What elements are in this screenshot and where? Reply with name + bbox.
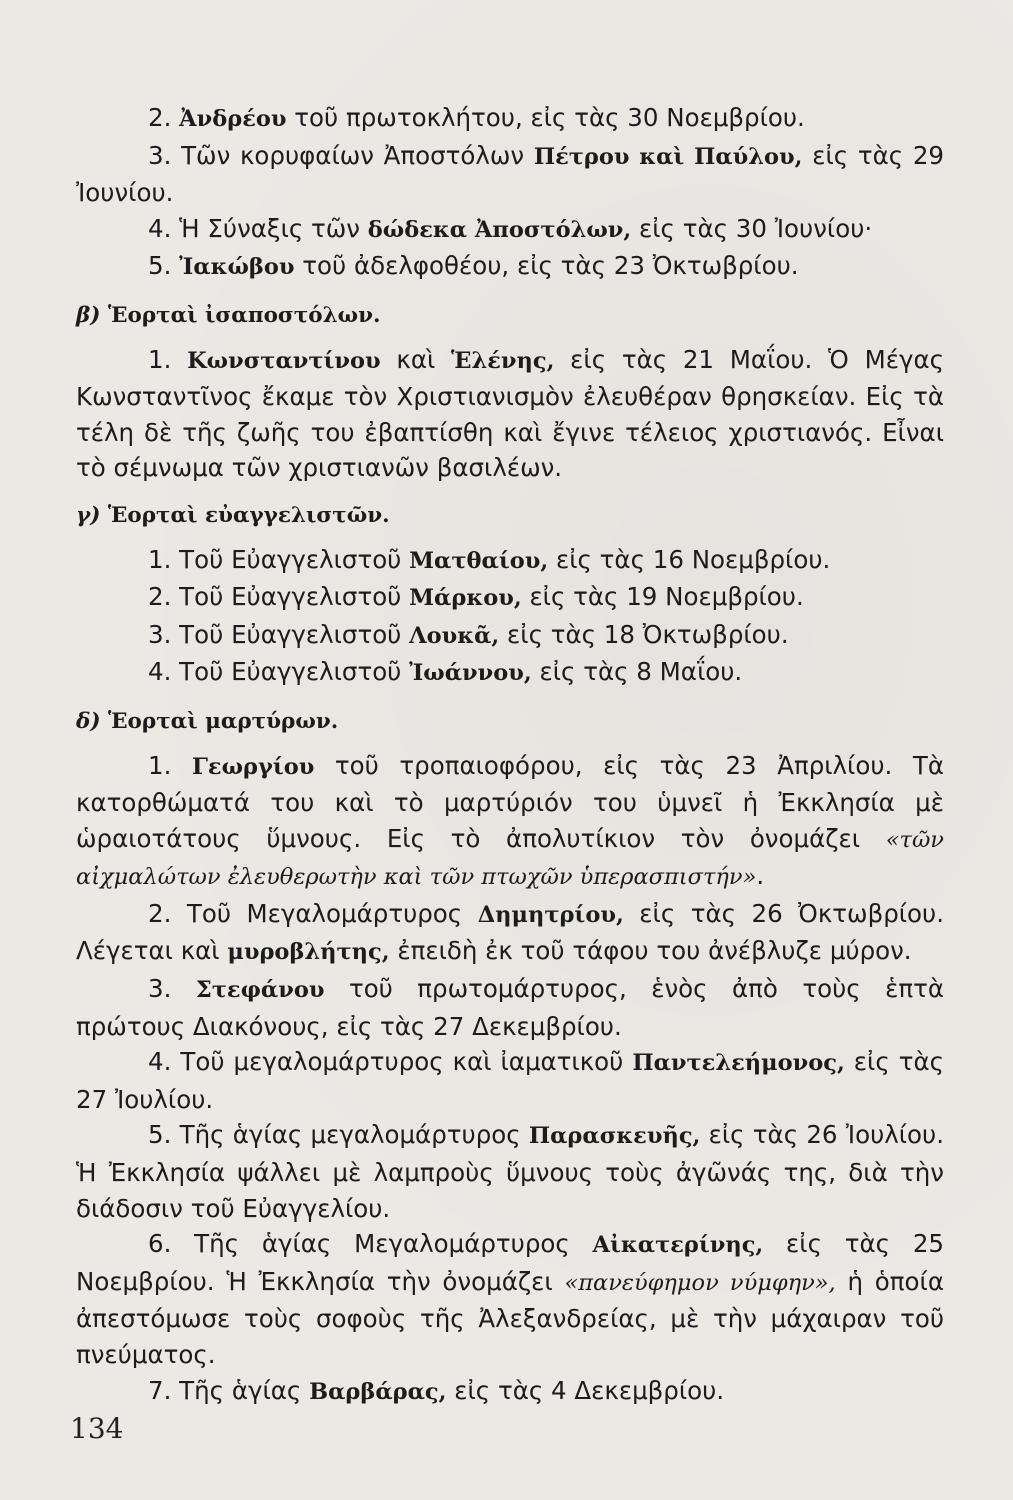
text-run: εἰς τὰς 25 Νοεμβρίου. Ἡ Ἐκκλησία τὴν ὀνομάζει — [76, 1229, 944, 1296]
text-run: 5. Τῆς ἁγίας μεγαλομάρτυρος — [148, 1120, 529, 1150]
list-entry — [76, 1117, 944, 1226]
text-run: 2. Τοῦ Εὐαγγελιστοῦ — [148, 582, 410, 612]
text-run: τοῦ τροπαιοφόρου, εἰς τὰς 23 Ἀπριλίου. Τὰ κατορθώματά του καὶ τὸ μαρτύριόν του ὑμνεῖ ἡ Ἐκκλησία μὲ ὡραιοτάτους ὕμνους. Εἰς τὸ ἀπολυτίκιον τὸν ὀνομάζει — [76, 750, 944, 853]
list-entry — [76, 748, 944, 896]
text-run: 4. Ἡ Σύναξις τῶν — [148, 213, 368, 243]
text-run: εἰς τὰς 26 Ὀκτωβρίου. Λέγεται καὶ — [76, 898, 945, 966]
bold-name: Βαρβάρας, — [309, 1378, 447, 1405]
bold-name: Μάρκου, — [409, 585, 522, 612]
section-label: γ) — [76, 502, 101, 528]
text-run: καὶ — [380, 344, 452, 374]
text-run: . — [756, 861, 765, 891]
section-title: Ἑορταὶ ἰσαποστόλων. — [107, 302, 381, 328]
list-entry — [76, 542, 944, 580]
section-label: β) — [76, 302, 101, 328]
text-run: ἐπειδὴ ἐκ τοῦ τάφου του ἀνέβλυζε μύρον. — [389, 936, 912, 966]
page-number: 134 — [70, 1412, 124, 1445]
text-run: εἰς τὰς 4 Δεκεμβρίου. — [446, 1375, 725, 1405]
bold-name: μυροβλήτης, — [227, 939, 390, 966]
text-run: εἰς τὰς 18 Ὀκτωβρίου. — [499, 619, 789, 649]
text-run: 4. Τοῦ Εὐαγγελιστοῦ — [148, 657, 410, 687]
list-entry — [76, 654, 944, 692]
list-entry — [76, 1044, 944, 1117]
list-entry — [76, 617, 944, 655]
text-run: 4. Τοῦ μεγαλομάρτυρος καὶ ἰαματικοῦ — [148, 1047, 633, 1077]
text-run: 3. Τῶν κορυφαίων Ἀποστόλων — [148, 140, 534, 170]
section-heading — [76, 498, 944, 534]
list-entry — [76, 342, 944, 486]
text-run: 3. — [148, 974, 196, 1004]
bold-name: Κωνσταντίνου — [187, 347, 381, 374]
text-run: ἡ ὁποία ἀπεστόμωσε τοὺς σοφοὺς τῆς Ἀλεξανδρείας, μὲ τὴν μάχαιραν τοῦ πνεύματος. — [76, 1266, 944, 1369]
text-run: εἰς τὰς 8 Μαΐου. — [531, 657, 743, 687]
bold-name: δώδεκα Ἀποστόλων, — [367, 216, 632, 243]
bold-name: Ἰωάννου, — [409, 660, 532, 687]
bold-name: Γεωργίου — [191, 753, 315, 780]
text-run: 2. Τοῦ Μεγαλομάρτυρος — [148, 898, 478, 928]
text-run: εἰς τὰς 29 Ἰουνίου. — [76, 140, 944, 208]
text-run: εἰς τὰς 27 Ἰουλίου. — [76, 1047, 944, 1114]
text-run: 2. — [148, 103, 180, 132]
text-run: 7. Τῆς ἁγίας — [148, 1375, 310, 1405]
section-label: δ) — [76, 708, 101, 734]
bold-name: Ματθαίου, — [409, 547, 549, 574]
bold-name: Πέτρου καὶ Παύλου, — [533, 143, 803, 170]
italic-quote: «τῶν αἰχμαλώτων ἐλευθερωτὴν καὶ τῶν πτωχῶν ὑπερασπιστήν» — [76, 826, 944, 891]
text-run: 6. Τῆς ἁγίας Μεγαλομάρτυρος — [148, 1229, 593, 1259]
bold-name: Ἀνδρέου — [179, 106, 287, 132]
list-entry — [76, 1226, 944, 1372]
bold-name: Λουκᾶ, — [409, 622, 500, 649]
list-entry — [76, 248, 944, 286]
section-heading — [76, 704, 944, 740]
text-run: τοῦ πρωτομάρτυρος, ἑνὸς ἀπὸ τοὺς ἑπτὰ πρώτους Διακόνους, εἰς τὰς 27 Δεκεμβρίου. — [76, 974, 944, 1041]
list-entry — [76, 896, 944, 971]
italic-quote: «πανεύφημον νύμφην», — [564, 1269, 836, 1296]
text-run: 1. — [148, 750, 192, 780]
text-run: τοῦ ἀδελφοθέου, εἰς τὰς 23 Ὀκτωβρίου. — [294, 251, 799, 281]
text-run: εἰς τὰς 26 Ἰουλίου. Ἡ Ἐκκλησία ψάλλει μὲ λαμπροὺς ὕμνους τοὺς ἀγῶνάς της, διὰ τὴν διάδοσιν τοῦ Εὐαγγελίου. — [76, 1120, 944, 1223]
text-run: εἰς τὰς 16 Νοεμβρίου. — [548, 544, 831, 574]
bold-name: Παντελεήμονος, — [632, 1050, 845, 1077]
list-entry — [76, 579, 944, 617]
text-run: 3. Τοῦ Εὐαγγελιστοῦ — [148, 619, 410, 649]
list-entry — [76, 211, 944, 249]
list-entry — [76, 138, 944, 211]
text-run: εἰς τὰς 19 Νοεμβρίου. — [521, 582, 804, 612]
text-run: 1. — [148, 344, 188, 374]
list-entry — [76, 971, 944, 1044]
section-title: Ἑορταὶ μαρτύρων. — [108, 708, 339, 734]
bold-name: Δημητρίου, — [477, 901, 624, 928]
section-heading — [76, 298, 944, 334]
list-entry — [76, 1373, 944, 1411]
bold-name: Ἑλένης, — [451, 347, 555, 374]
text-run: 1. Τοῦ Εὐαγγελιστοῦ — [148, 544, 410, 574]
section-title: Ἑορταὶ εὐαγγελιστῶν. — [107, 502, 390, 528]
text-run: 5. — [148, 251, 180, 281]
bold-name: Παρασκευῆς, — [528, 1123, 701, 1150]
bold-name: Στεφάνου — [195, 977, 325, 1004]
text-run: εἰς τὰς 21 Μαΐου. Ὁ Μέγας Κωνσταντῖνος ἔκαμε τὸν Χριστιανισμὸν ἐλευθέραν θρησκείαν. Εἰς τὰ τέλη δὲ τῆς ζωῆς του ἐβαπτίσθη καὶ ἔγινε τέλειος χριστιανός. Εἶναι τὸ σέμνωμα τῶν χριστιανῶν βασιλέων. — [76, 344, 944, 483]
text-run: τοῦ πρωτοκλήτου, εἰς τὰς 30 Νοεμβρίου. — [286, 103, 805, 132]
list-entry — [76, 100, 944, 138]
text-run: εἰς τὰς 30 Ἰουνίου· — [631, 213, 873, 243]
bold-name: Ἰακώβου — [179, 254, 295, 281]
page-text — [76, 100, 944, 1410]
bold-name: Αἰκατερίνης, — [592, 1232, 764, 1259]
